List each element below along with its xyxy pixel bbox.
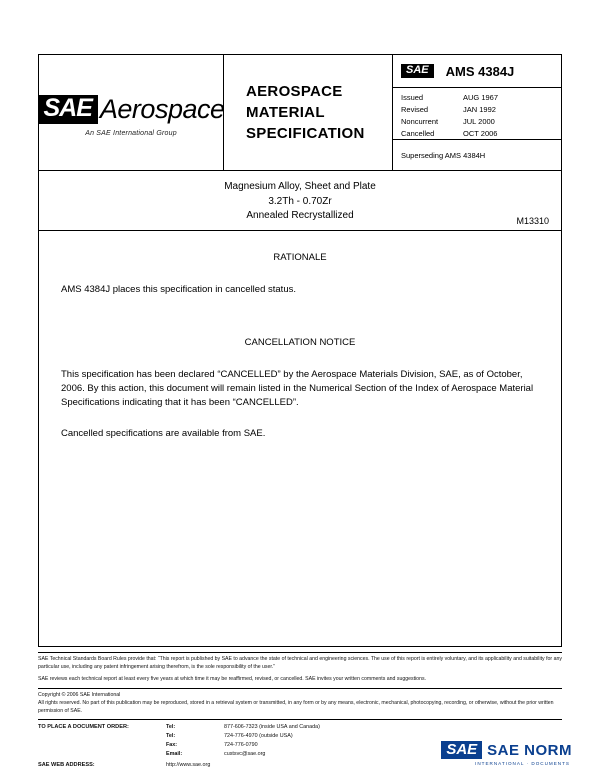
document-dates bbox=[393, 88, 561, 140]
date-label: Revised bbox=[401, 104, 429, 114]
footer-divider-2 bbox=[38, 719, 562, 720]
web-address-label: SAE WEB ADDRESS: bbox=[38, 762, 95, 769]
date-row bbox=[401, 92, 553, 104]
contact-row bbox=[166, 723, 562, 732]
sae-aerospace-logo bbox=[39, 55, 224, 170]
review-note-text: SAE reviews each technical report at least every five years at which time it may be reaffirmed, revised, or cancelled. SAE invites your written comments and suggestions. bbox=[38, 675, 426, 682]
watermark-text: SAE NORM bbox=[487, 741, 572, 759]
contact-key: Tel: bbox=[166, 724, 176, 731]
subject-line-2: 3.2Th - 0.70Zr bbox=[268, 195, 332, 207]
superseding-note: Superseding AMS 4384H bbox=[401, 150, 486, 160]
web-address-link[interactable]: http://www.sae.org bbox=[166, 762, 211, 769]
title-line-2: MATERIAL bbox=[246, 103, 325, 121]
board-rules-text: SAE Technical Standards Board Rules provide that: “This report is published by SAE to advance the state of technical and engineering sciences. The use of this report is entirely voluntary, and its applicability and suitability for any particular use, including any patent infringement arising therefrom, is the sole responsibility of the user.” bbox=[38, 656, 562, 670]
date-row bbox=[401, 104, 553, 116]
watermark-sae-badge: SAE bbox=[441, 741, 482, 759]
date-label: Issued bbox=[401, 93, 424, 102]
subject-code: M13310 bbox=[516, 216, 549, 226]
header-band bbox=[39, 55, 561, 171]
cancellation-text: This specification has been declared “CANCELLED” by the Aerospace Materials Division, SAE, as of October, 2006. By this action, this document will remain listed in the Numerical Section of the Index of Aerospace Material Specifications indicating that it has been “CANCELLED”. bbox=[61, 368, 534, 409]
date-value: OCT 2006 bbox=[463, 128, 498, 138]
date-row bbox=[401, 128, 553, 140]
order-label: TO PLACE A DOCUMENT ORDER: bbox=[38, 724, 129, 731]
footer-divider bbox=[38, 688, 562, 689]
contact-value: 724-776-0790 bbox=[224, 741, 258, 748]
date-value: JAN 1992 bbox=[463, 104, 496, 114]
subject-line-1: Magnesium Alloy, Sheet and Plate bbox=[224, 181, 376, 192]
date-value: JUL 2000 bbox=[463, 116, 495, 126]
document-number-row bbox=[393, 55, 561, 88]
rationale-text: AMS 4384J places this specification in cancelled status. bbox=[61, 284, 296, 296]
date-label: Noncurrent bbox=[401, 116, 439, 126]
contact-row bbox=[166, 732, 562, 741]
sae-norm-watermark bbox=[441, 741, 572, 766]
title-line-1: AEROSPACE bbox=[246, 82, 343, 100]
document-meta bbox=[393, 55, 561, 170]
date-row bbox=[401, 116, 553, 128]
date-value: AUG 1967 bbox=[463, 93, 499, 102]
sae-logo-badge: SAE bbox=[38, 95, 98, 124]
logo-row bbox=[38, 94, 225, 125]
rights-text: All rights reserved. No part of this publication may be reproduced, stored in a retrieval system or transmitted, in any form or by any means, electronic, mechanical, photocopying, recording, or otherwise, without the prior written permission of SAE. bbox=[38, 699, 554, 714]
contact-value: 724-776-4970 (outside USA) bbox=[224, 733, 293, 740]
contact-key: Email: bbox=[166, 750, 183, 757]
sae-badge-icon: SAE bbox=[401, 64, 434, 78]
document-frame bbox=[38, 54, 562, 647]
copyright-text: Copyright © 2006 SAE International bbox=[38, 691, 121, 698]
rationale-heading: RATIONALE bbox=[273, 252, 327, 263]
title-line-3: SPECIFICATION bbox=[246, 125, 365, 143]
contact-key: Fax: bbox=[166, 741, 178, 748]
date-label: Cancelled bbox=[401, 128, 435, 138]
cancellation-heading: CANCELLATION NOTICE bbox=[244, 336, 356, 348]
availability-text: Cancelled specifications are available from SAE. bbox=[61, 427, 266, 439]
contact-value: 877-606-7323 (inside USA and Canada) bbox=[224, 724, 320, 731]
document-number: AMS 4384J bbox=[445, 63, 515, 79]
watermark-row bbox=[441, 741, 572, 759]
contact-key: Tel: bbox=[166, 733, 176, 740]
body-spacer bbox=[61, 314, 539, 336]
contact-email-link[interactable]: custsvc@sae.org bbox=[224, 750, 266, 757]
document-body bbox=[39, 231, 561, 441]
subject-line-3: Annealed Recrystallized bbox=[246, 210, 354, 221]
document-title bbox=[224, 55, 393, 170]
aerospace-wordmark: Aerospace bbox=[99, 94, 225, 124]
footer-top-rule bbox=[38, 652, 562, 653]
watermark-subtitle: INTERNATIONAL · DOCUMENTS bbox=[475, 761, 570, 766]
logo-subtitle: An SAE International Group bbox=[85, 130, 177, 137]
subject-band bbox=[39, 171, 561, 231]
